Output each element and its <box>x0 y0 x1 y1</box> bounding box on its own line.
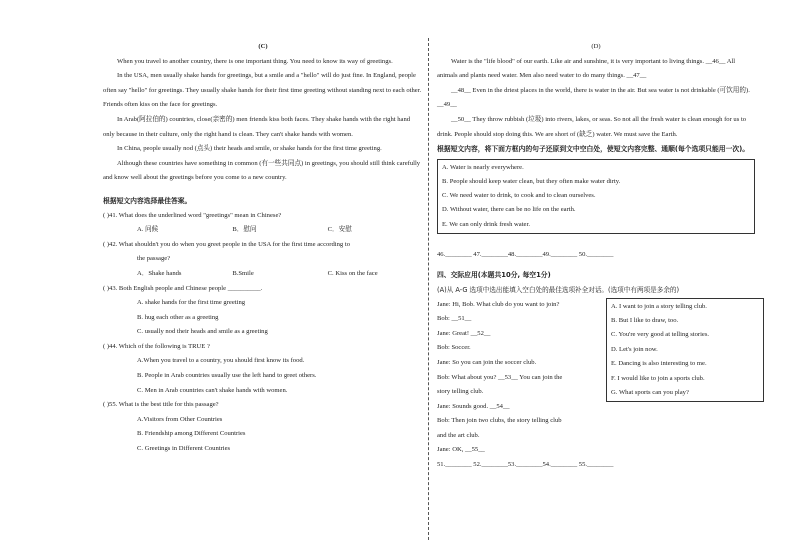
question-42: ( )42. What shouldn't you do when you greet people in the USA for the first time according to <box>103 240 350 248</box>
sentence-option: E. We can only drink fresh water. <box>442 220 530 228</box>
passage-c-label: (C) <box>258 43 268 50</box>
passage-d-para-2: __48__ Even in the driest places in the world, there is water in the air. But sea water is not drinkable (可饮用的). __49__ <box>437 86 750 109</box>
passage-d-label: (D) <box>591 43 601 50</box>
dialog-line: Bob: What about you? __53__ You can join the <box>437 373 563 381</box>
dialog-option: G. What sports can you play? <box>611 388 689 396</box>
dialog-line: Bob: __51__ <box>437 315 472 323</box>
dialog-option: F. I would like to join a sports club. <box>611 374 705 382</box>
option: A.When you travel to a country, you should first know its food. <box>137 357 305 365</box>
dialog-line: Jane: So you can join the soccer club. <box>437 358 537 366</box>
dialog-line: Bob: Soccer. <box>437 344 471 352</box>
option: C. Greetings in Different Countries <box>137 445 231 453</box>
sentence-option: A. Water is nearly everywhere. <box>442 163 524 171</box>
fill-instruction: 根据短文内容，将下面方框内的句子还原到文中空白处，使短文内容完整、通顺(每个选项只能用一次)。 <box>437 145 750 154</box>
sentence-option: D. Without water, there can be no life on the earth. <box>442 206 576 214</box>
option: A. 问候 <box>137 226 159 234</box>
question-43: ( )43. Both English people and Chinese people __________. <box>103 284 263 292</box>
answer-line-46-50: 46.________ 47.________48.________49.________ 50.________ <box>437 250 614 258</box>
question-41-options <box>103 223 423 238</box>
reading-instruction: 根据短文内容选择最佳答案。 <box>103 196 192 205</box>
option: B.Smile <box>232 269 254 277</box>
passage-d-para-3: __50__ They throw rubbish (垃圾) into rivers, lakes, or seas. So not all the fresh water is clean enough for us to drink. People should stop doing this. We are short of (缺乏) water. We must save the Earth. <box>437 115 747 138</box>
dialog-option: B. But I like to draw, too. <box>611 316 679 324</box>
option: A. shake hands for the first time greeting <box>137 299 246 307</box>
question-42-cont: the passage? <box>137 255 171 263</box>
dialog <box>437 298 605 459</box>
dialog-line: Jane: Sounds good. __54__ <box>437 402 510 410</box>
answer-line-51-55: 51.________ 52.________53.________54.________ 55.________ <box>437 461 614 469</box>
option: C. usually nod their heads and smile as a greeting <box>137 328 268 336</box>
question-42-options <box>103 267 423 282</box>
section-four-subtitle: (A)从 A-G 选项中选出能填入空白处的最佳选项补全对话。(选项中有两项是多余的) <box>437 285 680 294</box>
passage-c-para-4: In China, people usually nod (点头) their heads and smile, or shake hands for the first time greeting. <box>117 145 382 153</box>
question-44: ( )44. Which of the following is TRUE ? <box>103 342 210 350</box>
dialog-area <box>437 298 755 459</box>
dialog-line: Jane: OK, __55__ <box>437 446 485 454</box>
dialog-option: E. Dancing is also interesting to me. <box>611 360 707 368</box>
passage-c-para-2: In the USA, men usually shake hands for greetings, but a smile and a "hello" will do just fine. In England, people often say "hello" for greetings. They usually shake hands for their first time greeting without standing next to each other. Friends often kiss on the face for greetings. <box>103 72 422 109</box>
option: A．Shake hands <box>137 269 182 277</box>
dialog-line: Jane: Great! __52__ <box>437 329 491 337</box>
dialog-line: Bob: Then join two clubs, the story telling club <box>437 417 562 425</box>
dialog-option: D. Let's join now. <box>611 345 658 353</box>
passage-d-para-1: Water is the "life blood" of our earth. Like air and sunshine, it is very important to living things. __46__ All animals and plants need water. Men also need water to do many things. __47__ <box>437 57 736 80</box>
passage-c-para-1: When you travel to another country, there is one important thing. You need to know its way of greetings. <box>117 57 393 65</box>
dialog-option: A. I want to join a story telling club. <box>611 302 707 310</box>
dialog-line: story telling club. <box>437 388 484 396</box>
sentence-options-box <box>437 159 755 234</box>
option: C. Men in Arab countries can't shake hands with women. <box>137 386 288 394</box>
option: B. People in Arab countries usually use the left hand to greet others. <box>137 372 317 380</box>
column-divider <box>428 38 429 540</box>
question-55: ( )55. What is the best title for this passage? <box>103 401 219 409</box>
dialog-line: and the art club. <box>437 431 480 439</box>
right-column <box>437 40 755 473</box>
dialog-option: C. You're very good at telling stories. <box>611 331 710 339</box>
sentence-option: C. We need water to drink, to cook and to clean ourselves. <box>442 192 596 200</box>
passage-c-para-3: In Arab(阿拉伯的) countries, close(亲密的) men friends kiss both faces. They shake hands with the right hand only because in their culture, only the right hand is clean. They can't shake hands with women. <box>103 115 411 138</box>
option: A.Visitors from Other Countries <box>137 415 223 423</box>
dialog-line: Jane: Hi, Bob. What club do you want to join? <box>437 300 560 308</box>
dialog-options-box <box>606 298 764 403</box>
option: B. Friendship among Different Countries <box>137 430 246 438</box>
option: B. hug each other as a greeting <box>137 313 219 321</box>
passage-c-para-5: Although these countries have something in common (有一些共同点) in greetings, you should still think carefully and know well about the greetings before you come to a new country. <box>103 159 421 182</box>
section-four-title: 四、交际应用(本题共10分, 每空1分) <box>437 271 551 280</box>
left-column <box>103 40 423 457</box>
option: B．慰问 <box>232 226 257 234</box>
question-41: ( )41. What does the underlined word "greetings" mean in Chinese? <box>103 211 282 219</box>
option: C. Kiss on the face <box>327 269 378 277</box>
option: C．安慰 <box>327 226 352 234</box>
sentence-option: B. People should keep water clean, but they often make water dirty. <box>442 177 621 185</box>
